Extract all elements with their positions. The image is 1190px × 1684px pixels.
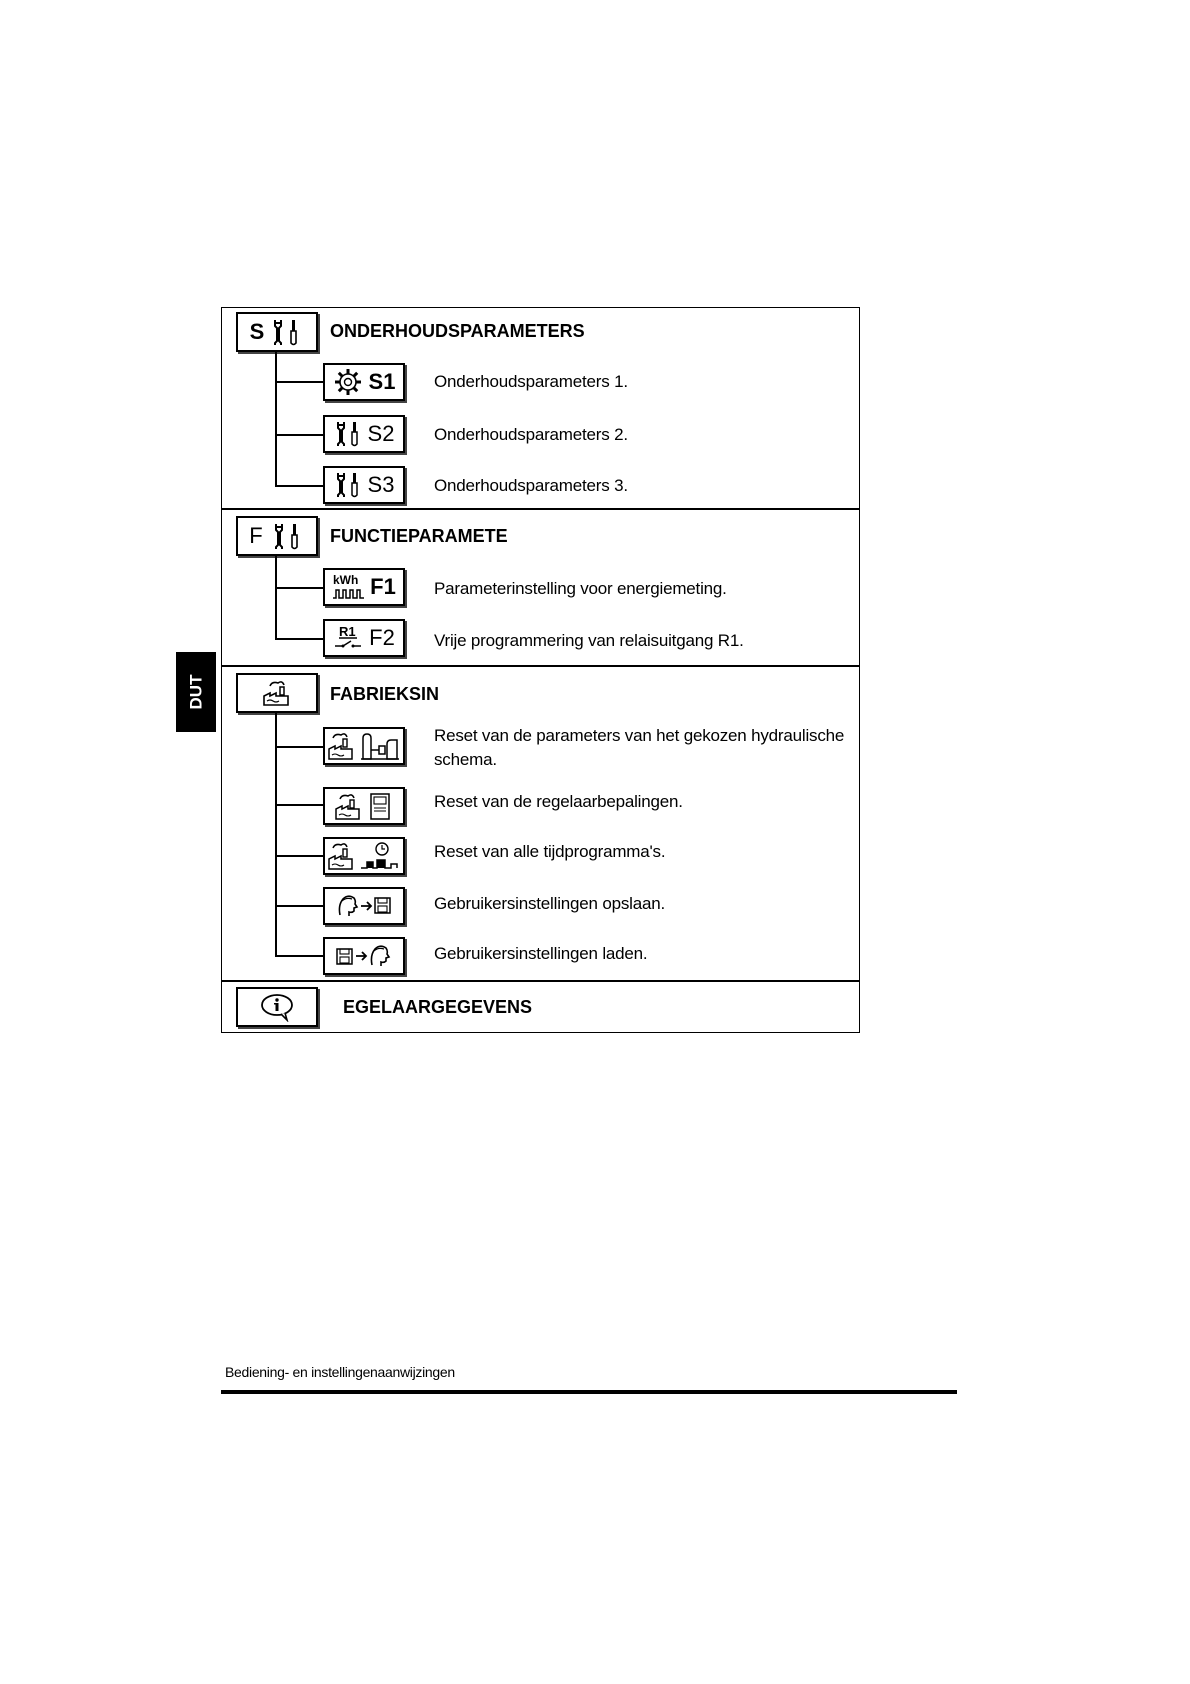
function-parameters-icon-box xyxy=(236,516,318,556)
section-title: EGELAARGEGEVENS xyxy=(343,997,533,1017)
kwh-meter-icon xyxy=(332,572,368,602)
f2-icon-box xyxy=(323,619,405,657)
tree-connector xyxy=(275,556,277,640)
tree-connector xyxy=(275,638,323,640)
load-user-settings-description: Gebruikersinstellingen laden. xyxy=(434,944,648,963)
gear-icon xyxy=(333,367,363,397)
controller-data-icon-box xyxy=(236,987,318,1027)
section-divider xyxy=(221,508,860,510)
f1-description: Parameterinstelling voor energiemeting. xyxy=(434,579,727,598)
s3-description: Onderhoudsparameters 3. xyxy=(434,476,628,495)
function-wrench-icon xyxy=(271,521,305,551)
section-letter: F xyxy=(249,523,263,548)
tree-connector xyxy=(275,485,323,487)
s1-code: S1 xyxy=(368,369,396,394)
reset-controller-icon-box xyxy=(323,787,405,825)
factory-timeprogram-icon xyxy=(327,840,401,872)
tree-connector xyxy=(275,587,323,589)
factory-hydraulic-icon xyxy=(327,730,401,762)
info-bubble-icon xyxy=(257,992,297,1022)
section-title: FUNCTIEPARAMETE xyxy=(330,526,508,546)
kwh-label: kWh xyxy=(333,573,359,587)
factory-icon xyxy=(260,678,294,708)
wrench-screwdriver-icon xyxy=(334,420,362,448)
reset-timeprograms-description: Reset van alle tijdprogramma's. xyxy=(434,842,666,861)
tree-connector xyxy=(275,804,323,806)
s2-description: Onderhoudsparameters 2. xyxy=(434,425,628,444)
tree-connector xyxy=(275,352,277,486)
tree-connector xyxy=(275,855,323,857)
s2-icon-box xyxy=(323,415,405,453)
footer-rule xyxy=(221,1390,957,1394)
menu-structure-frame xyxy=(221,307,860,1033)
f1-code: F1 xyxy=(370,574,396,599)
relay-r1-icon xyxy=(333,623,365,653)
disk-to-user-icon xyxy=(334,941,394,971)
tree-connector xyxy=(275,955,323,957)
s3-code: S3 xyxy=(367,472,395,497)
tree-connector xyxy=(275,713,277,956)
reset-controller-description: Reset van de regelaarbepalingen. xyxy=(434,792,683,811)
f2-description: Vrije programmering van relaisuitgang R1. xyxy=(434,631,744,650)
service-parameters-icon-box xyxy=(236,312,318,352)
s2-code: S2 xyxy=(367,421,395,446)
save-user-settings-icon-box xyxy=(323,887,405,925)
s1-description: Onderhoudsparameters 1. xyxy=(434,372,628,391)
footer-text: Bediening- en instellingenaanwijzingen xyxy=(225,1364,455,1380)
s3-icon-box xyxy=(323,466,405,504)
f2-code: F2 xyxy=(369,625,395,650)
reset-hydraulic-description: Reset van de parameters van het gekozen hydraulische schema. xyxy=(434,726,845,769)
tree-connector xyxy=(275,905,323,907)
s1-icon-box xyxy=(323,363,405,401)
reset-hydraulic-icon-box xyxy=(323,727,405,765)
f1-icon-box xyxy=(323,568,405,606)
reset-timeprograms-icon-box xyxy=(323,837,405,875)
tree-connector xyxy=(275,434,323,436)
tree-connector xyxy=(275,746,323,748)
section-title: FABRIEKSIN xyxy=(330,684,440,704)
user-to-disk-icon xyxy=(334,891,394,921)
service-wrench-icon xyxy=(270,317,304,347)
r1-label: R1 xyxy=(339,624,356,639)
tree-connector xyxy=(275,381,323,383)
section-letter: S xyxy=(249,319,265,344)
language-tab-label: DUT xyxy=(185,674,205,710)
factory-controller-icon xyxy=(334,791,394,821)
save-user-settings-description: Gebruikersinstellingen opslaan. xyxy=(434,894,665,913)
wrench-screwdriver-icon xyxy=(334,471,362,499)
section-divider xyxy=(221,980,860,982)
load-user-settings-icon-box xyxy=(323,937,405,975)
section-divider xyxy=(221,665,860,667)
language-tab xyxy=(176,652,216,732)
factory-settings-icon-box xyxy=(236,673,318,713)
section-title: ONDERHOUDSPARAMETERS xyxy=(330,321,585,341)
